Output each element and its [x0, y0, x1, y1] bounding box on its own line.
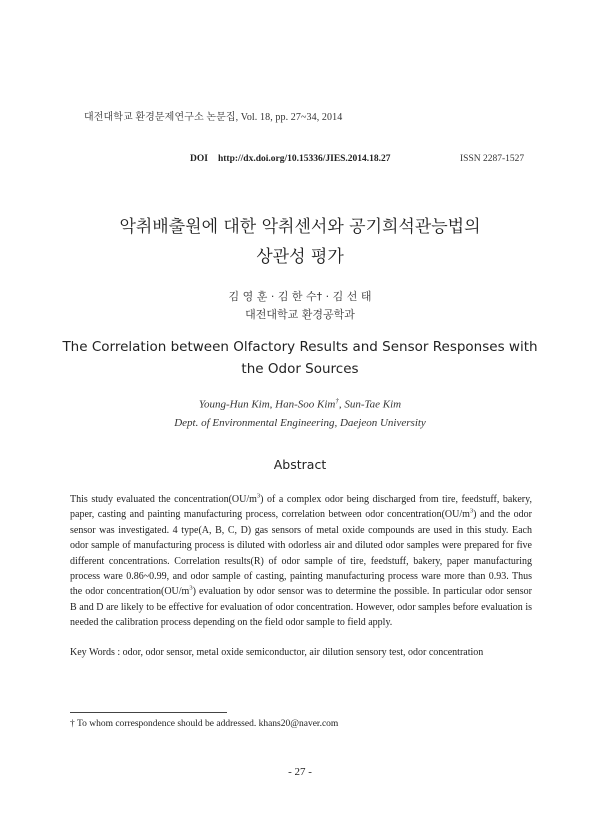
english-author-block — [0, 392, 600, 432]
korean-title — [0, 212, 600, 272]
korean-affiliation: 대전대학교 환경공학과 — [245, 308, 355, 321]
korean-authors: 김 영 훈 · 김 한 수† · 김 선 태 — [228, 290, 372, 303]
corresponding-mark: † — [335, 397, 339, 405]
author-3: , Sun-Tae Kim — [338, 398, 402, 411]
abstract-body — [70, 492, 532, 631]
footnote: † To whom correspondence should be addressed. khans20@naver.com — [70, 719, 339, 729]
author-1: Young-Hun Kim, — [198, 398, 273, 411]
english-authors — [0, 392, 600, 414]
doi-link[interactable]: http://dx.doi.org/10.15336/JIES.2014.18.27 — [217, 154, 391, 164]
english-title-line2: the Odor Sources — [241, 361, 359, 377]
korean-title-line1: 악취배출원에 대한 악취센서와 공기희석관능법의 — [119, 217, 481, 237]
abstract-text-2: ) of a complex odor being discharged from tire, feedstuff, bakery, paper, casting and painting manufacturing process, correlation between odor concentration(OU/m — [70, 494, 532, 521]
footnote-divider — [70, 712, 227, 713]
abstract-text-1: This study evaluated the concentration(OU/m — [70, 494, 257, 505]
keywords: Key Words : odor, odor sensor, metal oxide semiconductor, air dilution sensory test, odor concentration — [70, 647, 484, 658]
superscript: 3 — [469, 508, 474, 516]
abstract-heading: Abstract — [273, 457, 327, 472]
abstract-text-3: ) and the odor sensor was investigated. 4 type(A, B, C, D) gas sensors of metal oxide compounds are used in this study. Each odor sample of manufacturing process is diluted with odorless air and diluted odor samples were prepared for five different concentrations. Correlation results(R) of odor sample of tire, feedstuff, bakery, paper manufacturing process ware 0.86~0.99, and odor sample of casting, painting manufacturing process ware more than 0.93. Thus the odor concentration(OU/m — [70, 509, 532, 598]
korean-author-block — [0, 288, 600, 324]
author-2: Han-Soo Kim — [275, 398, 336, 411]
english-title — [0, 336, 600, 380]
journal-citation: 대전대학교 환경문제연구소 논문집, Vol. 18, pp. 27~34, 2014 — [84, 112, 343, 123]
superscript: 3 — [189, 585, 193, 593]
abstract-text-4: ) evaluation by odor sensor was to determine the possible. In particular odor sensor B and D are likely to be effective for evaluation of odor concentration. However, odor samples before evaluation is needed the calibration process depending on the field odor sample to field apply. — [70, 586, 533, 629]
korean-title-line2: 상관성 평가 — [256, 247, 344, 267]
doi-line — [190, 154, 391, 164]
english-title-line1: The Correlation between Olfactory Results and Sensor Responses with — [62, 339, 538, 355]
superscript: 3 — [256, 492, 261, 500]
doi-label: DOI — [190, 154, 208, 164]
page-number: - 27 - — [288, 766, 312, 778]
english-affiliation: Dept. of Environmental Engineering, Daejeon University — [174, 416, 426, 429]
issn: ISSN 2287-1527 — [460, 154, 525, 164]
